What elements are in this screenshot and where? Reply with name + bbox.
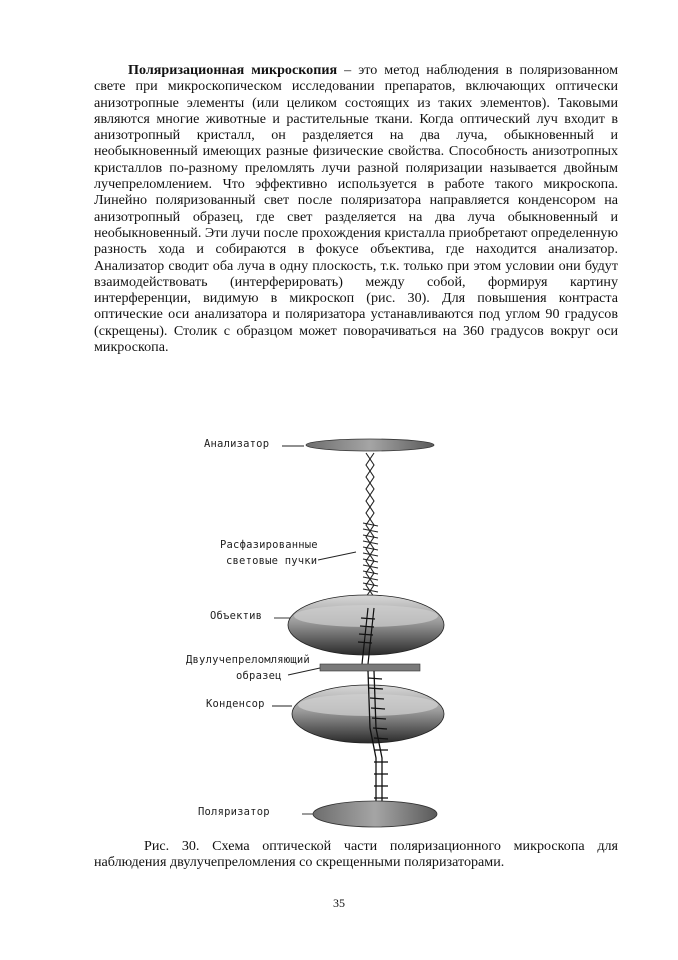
main-paragraph (94, 62, 618, 355)
label-sample-line1: Двулучепреломляющий (186, 654, 310, 666)
condenser-lens (292, 685, 444, 743)
label-analyzer: Анализатор (204, 438, 270, 450)
birefringent-sample (320, 664, 420, 671)
paragraph-text (94, 62, 618, 355)
figure-caption: Рис. 30. Схема оптической части поляризационного микроскопа для наблюдения двулучепреломления со скрещенными поляризаторами. (94, 838, 618, 871)
label-dephased-beams-line2: световые пучки (226, 555, 318, 567)
label-objective: Объектив (210, 610, 263, 622)
label-dephased-beams-line1: Расфазированные (220, 539, 318, 551)
dephased-beams (363, 453, 378, 609)
diagram-drawing (170, 428, 470, 828)
page-number: 35 (333, 896, 345, 910)
term-heading: Поляризационная микроскопия (128, 62, 338, 78)
label-condenser: Конденсор (206, 698, 265, 710)
analyzer-disk (306, 439, 434, 451)
paragraph-body: – это метод наблюдения в поляризованном свете при микроскопическом исследовании препаратов, включающих оптически анизотропные элементы (или целиком состоящих из таких элементов). Таковыми являются многие животные и растительные ткани. Когда оптический луч входит в анизотропный кристалл, он разделяется на два луча, обыкновенный и необыкновенный имеющих разные физические свойства. Способность анизотропных кристаллов по-разному преломлять лучи разной поляризации называется двойным лучепреломлением. Что эффективно используется в работе такого микроскопа. Линейно поляризованный свет после поляризатора направляется конденсором на анизотропный образец, где свет разделяется на два луча обыкновенный и необыкновенный. Эти лучи после прохождения кристалла приобретают определенную разность хода и собираются в фокусе объектива, где находится анализатор. Анализатор сводит оба луча в одну плоскость, т.к. только при этом условии они будут взаимодействовать (интерферировать) между собой, формируя картину интерференции, видимую в микроскоп (рис. 30). Для повышения контраста оптические оси анализатора и поляризатора устанавливаются под углом 90 градусов (скрещены). Столик с образцом может поворачиваться на 360 градусов вокруг оси микроскопа. (94, 62, 619, 356)
label-polarizer: Поляризатор (198, 806, 270, 818)
microscope-optics-diagram (170, 428, 470, 828)
polarizer-disk (313, 801, 437, 827)
label-sample-line2: образец (236, 670, 282, 682)
